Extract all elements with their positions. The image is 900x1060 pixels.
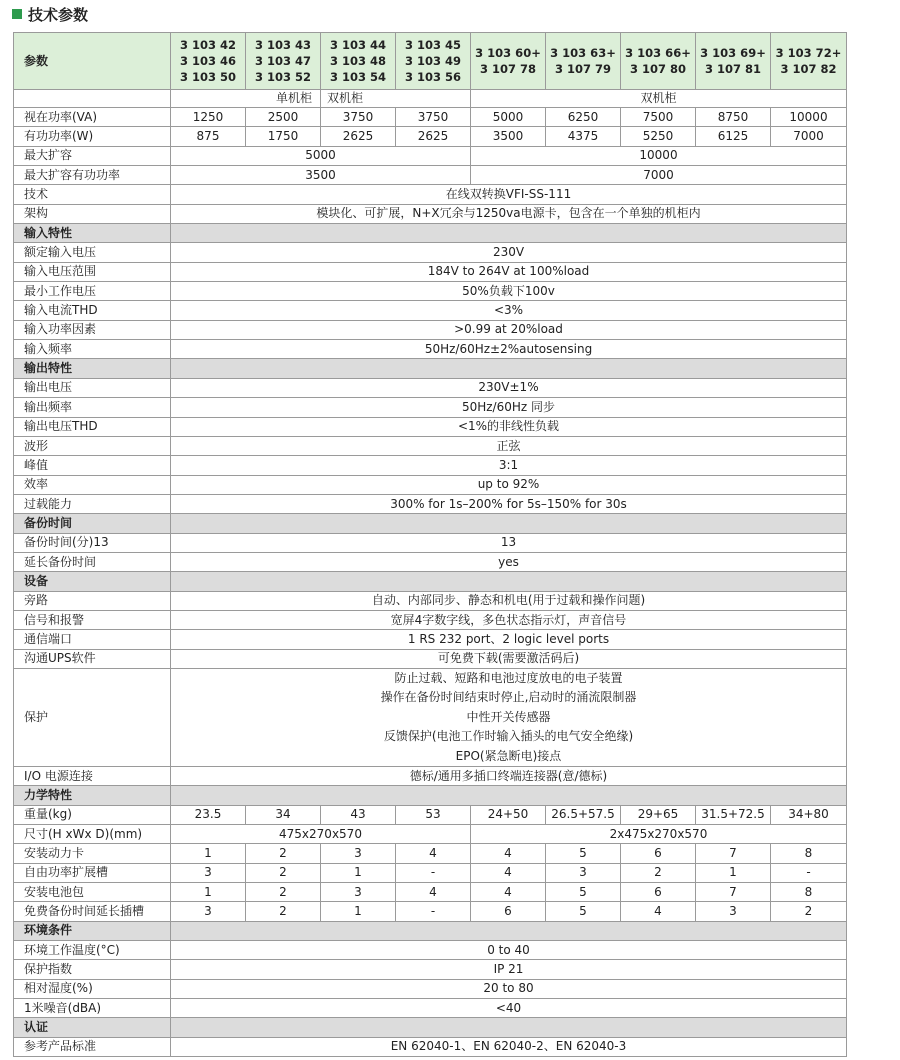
section-header-row [14,359,847,378]
model-number: 3 103 56 [404,70,462,84]
section-fill [171,1018,847,1037]
value-cell: 2625 [321,127,396,146]
spec-table [13,32,847,1057]
value-cell: 8750 [696,108,771,127]
model-number: 3 103 45 [404,38,462,52]
value-cell: 7500 [621,108,696,127]
value-cell: 8 [771,844,847,863]
spec-row [14,825,847,844]
cabinet-single: 单机柜 [171,90,321,108]
spec-row [14,1037,847,1056]
header-row [14,33,847,90]
spec-row [14,456,847,475]
model-group [171,33,246,90]
spec-row [14,146,847,165]
value-cell: 50Hz/60Hz±2%autosensing [171,340,847,359]
row-label: 尺寸(H xWx D)(mm) [14,825,171,844]
value-cell: up to 92% [171,475,847,494]
value-cell: 6 [621,883,696,902]
row-label: 效率 [14,475,171,494]
section-fill [171,514,847,533]
cabinet-row [14,90,847,108]
section-fill [171,224,847,243]
value-cell: >0.99 at 20%load [171,320,847,339]
spec-row [14,127,847,146]
value-cell: 5 [546,883,621,902]
row-label: 技术 [14,185,171,204]
row-label: 安装动力卡 [14,844,171,863]
value-cell: 5250 [621,127,696,146]
value-cell: 53 [396,805,471,824]
value-cell: 31.5+72.5 [696,805,771,824]
row-label: 保护指数 [14,960,171,979]
section-title: 备份时间 [14,514,171,533]
model-number: 3 103 43 [254,38,312,52]
value-cell: 4 [396,883,471,902]
section-header-row [14,572,847,591]
spec-row [14,805,847,824]
value-cell: 3 [171,863,246,882]
value-cell: 34+80 [771,805,847,824]
value-cell: 6250 [546,108,621,127]
spec-row [14,340,847,359]
model-group [696,33,771,90]
row-label: 输入电压范围 [14,262,171,281]
value-cell: 3500 [171,166,471,185]
model-number: 3 103 69+ [700,46,766,60]
value-cell: 3 [546,863,621,882]
value-cell: 1250 [171,108,246,127]
model-number: 3 103 50 [179,70,237,84]
spec-row [14,475,847,494]
row-label: 有功功率(W) [14,127,171,146]
spec-row [14,863,847,882]
row-label: 输出电压 [14,378,171,397]
model-number: 3 103 47 [254,54,312,68]
value-cell: 23.5 [171,805,246,824]
spec-row [14,320,847,339]
value-cell: EN 62040-1、EN 62040-2、EN 62040-3 [171,1037,847,1056]
value-cell: 2 [246,902,321,921]
value-cell: 3750 [396,108,471,127]
value-cell: 1 [171,883,246,902]
row-label: 旁路 [14,591,171,610]
value-cell: 875 [171,127,246,146]
value-cell: 50Hz/60Hz 同步 [171,398,847,417]
model-number: 3 103 72+ [775,46,842,60]
row-label: 峰值 [14,456,171,475]
spec-row [14,999,847,1018]
model-group [471,33,546,90]
spec-row [14,185,847,204]
protection-line: 操作在备份时间结束时停止,启动时的涌流限制器 [380,690,637,705]
value-cell: 正弦 [171,436,847,455]
row-label: 波形 [14,436,171,455]
value-cell: 34 [246,805,321,824]
row-label: 通信端口 [14,630,171,649]
row-label: 延长备份时间 [14,552,171,571]
row-label: 自由功率扩展槽 [14,863,171,882]
spec-row [14,649,847,668]
row-label: I/O 电源连接 [14,766,171,785]
model-group [321,33,396,90]
value-cell: 20 to 80 [171,979,847,998]
row-label: 过载能力 [14,494,171,513]
value-cell: 1 [321,902,396,921]
protection-line: 反馈保护(电池工作时输入插头的电气安全绝缘) [383,729,634,744]
section-title: 输出特性 [14,359,171,378]
value-cell: 43 [321,805,396,824]
section-header-row [14,1018,847,1037]
value-cell: 4 [471,883,546,902]
value-cell: 2500 [246,108,321,127]
value-cell: - [396,863,471,882]
spec-row [14,902,847,921]
value-cell: 475x270x570 [171,825,471,844]
value-cell: 50%负载下100v [171,282,847,301]
value-cell: 7 [696,883,771,902]
row-label: 视在功率(VA) [14,108,171,127]
spec-row [14,533,847,552]
value-cell: 3:1 [171,456,847,475]
spec-row [14,591,847,610]
spec-row [14,378,847,397]
value-cell: 26.5+57.5 [546,805,621,824]
model-number: 3 107 81 [704,62,762,76]
value-cell: 7 [696,844,771,863]
value-cell: 2 [246,844,321,863]
section-fill [171,572,847,591]
value-cell: 2 [246,883,321,902]
model-number: 3 103 66+ [625,46,691,60]
value-cell: 4375 [546,127,621,146]
model-number: 3 107 78 [479,62,537,76]
section-fill [171,359,847,378]
value-cell: 4 [471,844,546,863]
value-cell: <1%的非线性负载 [171,417,847,436]
model-number: 3 103 42 [179,38,237,52]
model-number: 3 107 79 [554,62,612,76]
value-cell: - [771,863,847,882]
value-cell: 8 [771,883,847,902]
header-label: 参数 [14,33,171,90]
value-cell: 7000 [471,166,847,185]
value-cell: <3% [171,301,847,320]
value-cell: 1 [321,863,396,882]
spec-row [14,766,847,785]
section-title: 力学特性 [14,786,171,805]
value-cell: 230V±1% [171,378,847,397]
value-cell: 1 RS 232 port、2 logic level ports [171,630,847,649]
value-cell: 2 [771,902,847,921]
spec-row [14,166,847,185]
green-square-icon [12,9,22,19]
value-cell: 1 [171,844,246,863]
spec-row [14,282,847,301]
section-title: 认证 [14,1018,171,1037]
value-cell: 3750 [321,108,396,127]
value-cell: 2625 [396,127,471,146]
model-group [246,33,321,90]
row-label: 输出频率 [14,398,171,417]
cabinet-double-a: 双机柜 [321,90,471,108]
section-header-row [14,224,847,243]
section-header-row [14,514,847,533]
value-cell: 10000 [471,146,847,165]
section-fill [171,921,847,940]
value-cell: - [396,902,471,921]
model-group [771,33,847,90]
page-title: 技术参数 [28,5,89,24]
value-cell: 模块化、可扩展，N+X冗余与1250va电源卡，包含在一个单独的机柜内 [171,204,847,223]
value-cell: 3 [171,902,246,921]
section-header-row [14,921,847,940]
row-label: 信号和报警 [14,610,171,629]
model-group [396,33,471,90]
model-number: 3 103 46 [179,54,237,68]
value-cell: 3 [696,902,771,921]
value-cell: 2 [621,863,696,882]
model-number: 3 103 52 [254,70,312,84]
value-cell: 13 [171,533,847,552]
model-number: 3 103 49 [404,54,462,68]
row-label: 沟通UPS软件 [14,649,171,668]
value-cell: 可免费下载(需要激活码后) [171,649,847,668]
spec-row [14,108,847,127]
value-cell: 5000 [471,108,546,127]
spec-row [14,262,847,281]
spec-row [14,417,847,436]
spec-row [14,301,847,320]
value-cell: 6 [471,902,546,921]
spec-row [14,844,847,863]
row-label: 输出电压THD [14,417,171,436]
value-cell: 3 [321,844,396,863]
model-group [621,33,696,90]
value-cell: 德标/通用多插口终端连接器(意/德标) [171,766,847,785]
value-cell: 1750 [246,127,321,146]
model-number: 3 103 44 [329,38,387,52]
value-cell: 2x475x270x570 [471,825,847,844]
spec-row [14,610,847,629]
row-label: 参考产品标准 [14,1037,171,1056]
protection-line: EPO(紧急断电)接点 [455,748,562,763]
value-cell: 5 [546,902,621,921]
model-number: 3 107 80 [629,62,687,76]
spec-row [14,398,847,417]
section-header-row [14,786,847,805]
row-label: 安装电池包 [14,883,171,902]
spec-row [14,960,847,979]
blank-cell [14,90,171,108]
row-label: 最大扩容有功功率 [14,166,171,185]
row-label: 重量(kg) [14,805,171,824]
row-label: 额定输入电压 [14,243,171,262]
value-cell: 300% for 1s–200% for 5s–150% for 30s [171,494,847,513]
model-number: 3 103 63+ [550,46,616,60]
row-label: 相对湿度(%) [14,979,171,998]
spec-row [14,941,847,960]
row-label: 输入功率因素 [14,320,171,339]
spec-row [14,436,847,455]
value-cell: <40 [171,999,847,1018]
protection-line: 防止过载、短路和电池过度放电的电子装置 [394,670,623,685]
section-heading [12,3,88,25]
spec-row [14,243,847,262]
value-cell: 5000 [171,146,471,165]
value-cell: 宽屏4字数字线，多色状态指示灯，声音信号 [171,610,847,629]
row-label: 架构 [14,204,171,223]
section-title: 设备 [14,572,171,591]
spec-row [14,552,847,571]
value-cell: 4 [396,844,471,863]
row-label: 最大扩容 [14,146,171,165]
value-cell: 2 [246,863,321,882]
row-label: 最小工作电压 [14,282,171,301]
row-label: 免费备份时间延长插槽 [14,902,171,921]
model-number: 3 103 54 [329,70,387,84]
spec-row [14,630,847,649]
spec-row [14,979,847,998]
spec-row [14,204,847,223]
cabinet-double-b: 双机柜 [471,90,847,108]
value-cell: 自动、内部同步、静态和机电(用于过载和操作问题) [171,591,847,610]
value-cell: 4 [471,863,546,882]
protection-row [14,668,847,766]
value-cell: 0 to 40 [171,941,847,960]
value-cell: 29+65 [621,805,696,824]
section-title: 环境条件 [14,921,171,940]
row-label: 1米噪音(dBA) [14,999,171,1018]
row-label: 输入频率 [14,340,171,359]
value-cell: 6 [621,844,696,863]
value-cell: 1 [696,863,771,882]
value-cell: 在线双转换VFI-SS-111 [171,185,847,204]
model-number: 3 107 82 [780,62,837,76]
value-cell: 10000 [771,108,847,127]
section-title: 输入特性 [14,224,171,243]
row-label: 输入电流THD [14,301,171,320]
row-label: 备份时间(分)13 [14,533,171,552]
model-number: 3 103 48 [329,54,387,68]
value-cell: IP 21 [171,960,847,979]
value-cell: 230V [171,243,847,262]
value-cell: 3 [321,883,396,902]
value-cell: 184V to 264V at 100%load [171,262,847,281]
spec-row [14,883,847,902]
value-cell: 5 [546,844,621,863]
protection-details [171,668,847,766]
model-group [546,33,621,90]
value-cell: 24+50 [471,805,546,824]
protection-line: 中性开关传感器 [466,709,551,724]
section-fill [171,786,847,805]
value-cell: 7000 [771,127,847,146]
row-label: 保护 [14,668,171,766]
model-number: 3 103 60+ [475,46,541,60]
row-label: 环境工作温度(°C) [14,941,171,960]
value-cell: 6125 [696,127,771,146]
value-cell: 3500 [471,127,546,146]
value-cell: yes [171,552,847,571]
spec-row [14,494,847,513]
value-cell: 4 [621,902,696,921]
